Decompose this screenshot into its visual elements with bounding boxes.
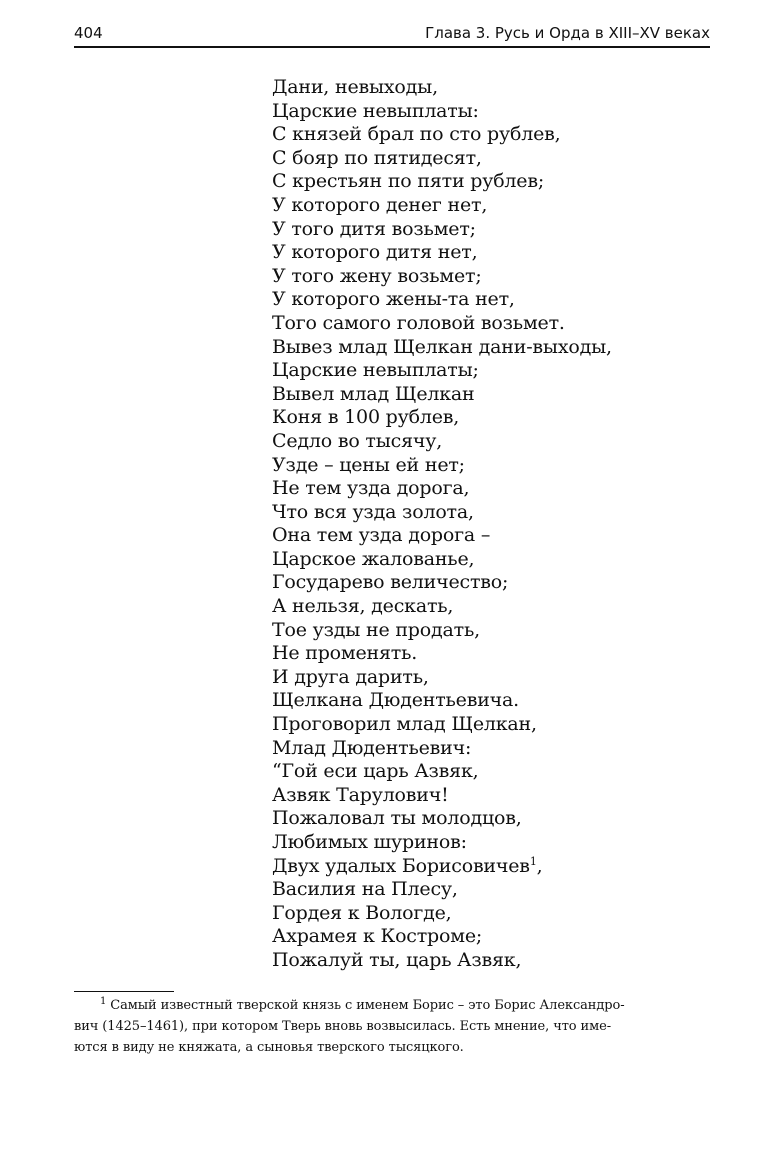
footnote-line: ются в виду не княжата, а сыновья тверского тысяцкого. [74, 1040, 464, 1055]
poem-line: У которого денег нет, [272, 193, 488, 216]
poem-line: Царские невыплаты: [272, 99, 479, 122]
footnote-separator [74, 991, 174, 992]
poem-line: С крестьян по пяти рублев; [272, 170, 545, 193]
poem-line: Что вся узда золота, [272, 500, 474, 523]
poem-line: А нельзя, дескать, [272, 595, 454, 618]
running-header [74, 22, 710, 46]
poem-line: Ахрамея к Костроме; [272, 925, 483, 948]
poem-line: Царские невыплаты; [272, 359, 479, 382]
poem-line: С князей брал по сто рублев, [272, 123, 561, 146]
poem-line: Любимых шуринов: [272, 831, 467, 853]
footnote [74, 995, 710, 1058]
poem-line: Пожаловал ты молодцов, [272, 807, 522, 830]
poem-line: Она тем узда дорога – [272, 524, 491, 547]
footnote-marker: 1 [100, 996, 107, 1007]
poem-line: Вывез млад Щелкан дани-выходы, [272, 335, 612, 358]
header-rule [74, 46, 710, 48]
poem-line: У того жену возьмет; [272, 264, 482, 287]
poem-text [272, 76, 612, 973]
poem-line: У которого жены-та нет, [272, 288, 515, 311]
poem-line: Василия на Плесу, [272, 878, 458, 901]
poem-line: У того дитя возьмет; [272, 217, 476, 240]
poem-line: Вывел млад Щелкан [272, 382, 475, 405]
poem-line: Щелкана Дюдентьевича. [272, 689, 520, 712]
poem-line: Тое узды не продать, [272, 618, 480, 641]
poem-line: “Гой еси царь Азвяк, [272, 760, 479, 783]
poem-line: Проговорил млад Щелкан, [272, 713, 537, 736]
poem-line: Царское жалованье, [272, 547, 475, 570]
poem-line: С бояр по пятидесят, [272, 146, 482, 169]
poem-line: Гордея к Вологде, [272, 901, 452, 924]
poem-line: Азвяк Тарулович! [272, 783, 449, 806]
footnote-line [74, 995, 710, 1016]
poem-line: И друга дарить, [272, 665, 429, 688]
poem-line: У которого дитя нет, [272, 241, 478, 264]
poem-line: Не тем узда дорога, [272, 477, 470, 500]
footnote-text: Самый известный тверской князь с именем Борис – это Борис Александро- [110, 998, 625, 1013]
poem-line-with-footnote [272, 855, 612, 879]
poem-line-text: Двух удалых Борисовичев [272, 854, 530, 877]
poem-line: Коня в 100 рублев, [272, 406, 460, 429]
poem-line: Не променять. [272, 642, 418, 665]
poem-line-punctuation: , [536, 854, 543, 877]
page-number: 404 [74, 24, 103, 42]
poem-line: Седло во тысячу, [272, 429, 443, 452]
chapter-title: Глава 3. Русь и Орда в XIII–XV веках [425, 24, 710, 42]
footnote-reference[interactable]: 1 [529, 854, 537, 868]
poem-line: Государево величество; [272, 571, 509, 594]
poem-line: Узде – цены ей нет; [272, 453, 465, 476]
poem-line: Дани, невыходы, [272, 76, 438, 98]
poem-line: Млад Дюдентьевич: [272, 736, 472, 759]
footnote-line: вич (1425–1461), при котором Тверь вновь возвысилась. Есть мнение, что име- [74, 1019, 612, 1034]
poem-line: Того самого головой возьмет. [272, 311, 565, 334]
poem-line: Пожалуй ты, царь Азвяк, [272, 948, 522, 971]
